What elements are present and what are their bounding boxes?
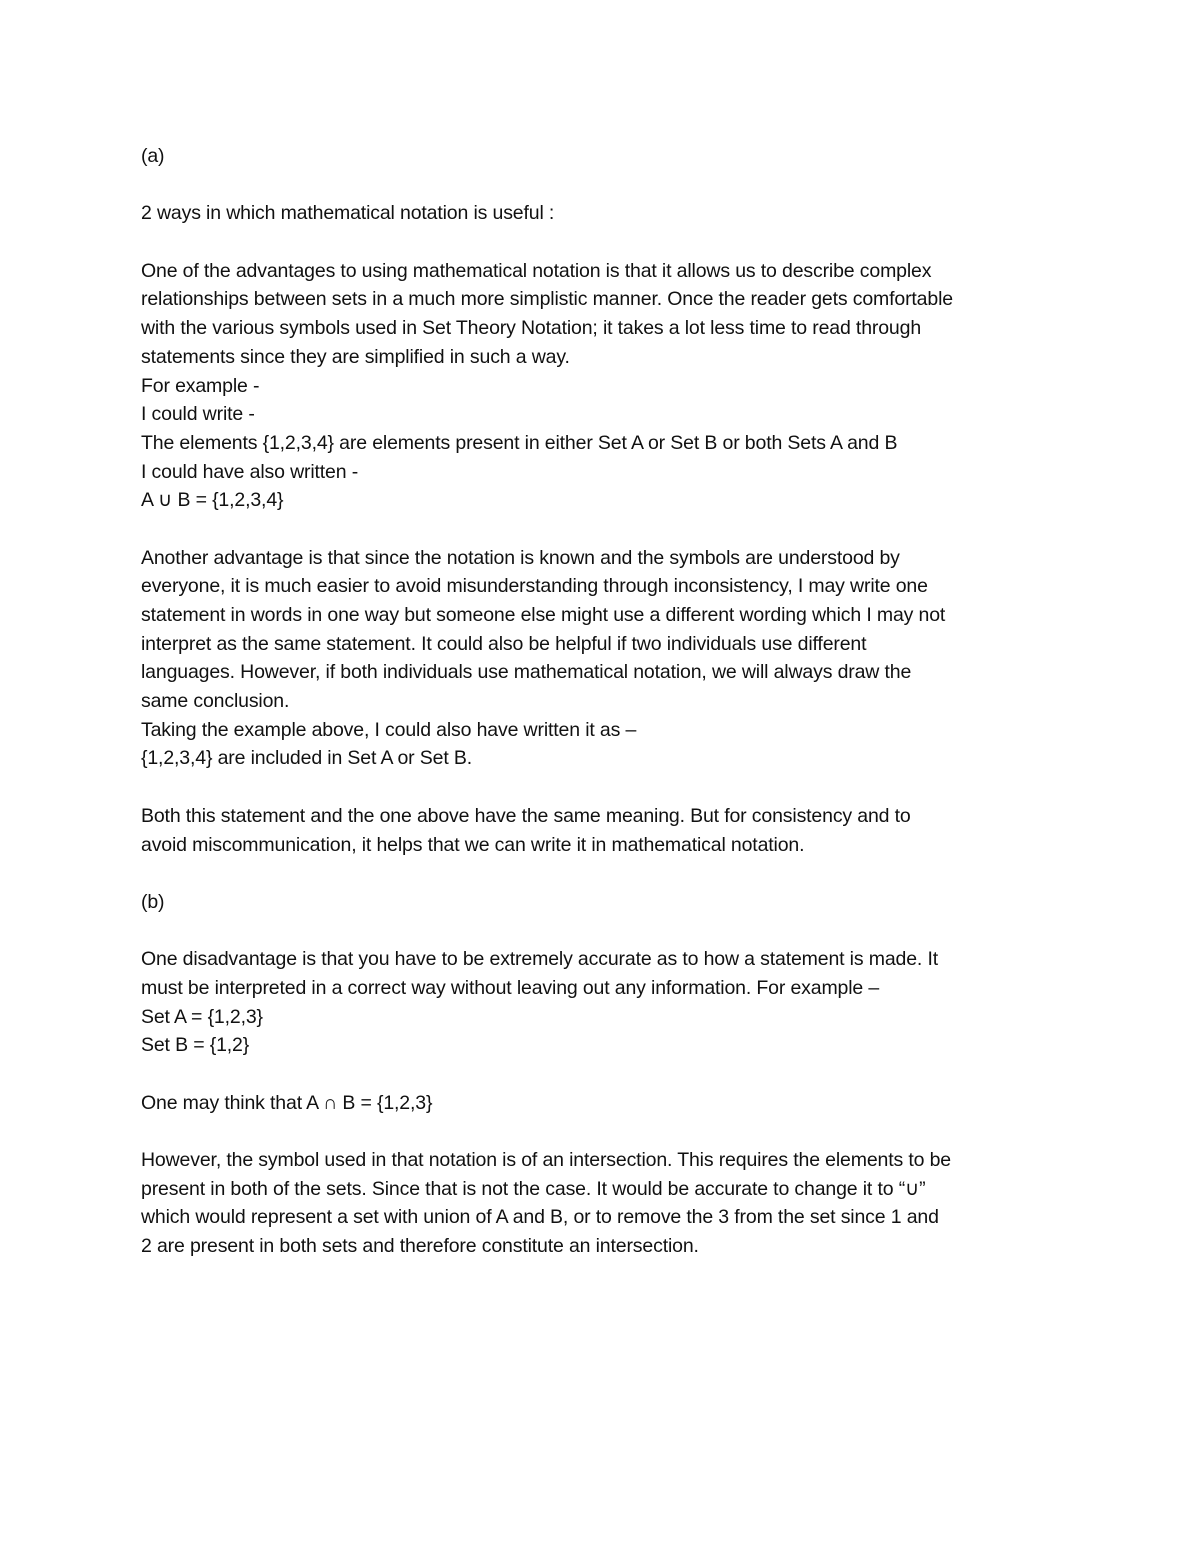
text-line: interpret as the same statement. It could also be helpful if two individuals use different (141, 632, 867, 655)
part-a-paragraph-3 (141, 802, 1071, 859)
text-line: everyone, it is much easier to avoid misunderstanding through inconsistency, I may write one (141, 575, 928, 598)
text-line: Set A = {1,2,3} (141, 1005, 263, 1028)
text-line: same conclusion. (141, 690, 290, 713)
text-line: One may think that A ∩ B = {1,2,3} (141, 1091, 433, 1114)
spacer (141, 859, 1071, 888)
spacer (141, 917, 1071, 946)
text-line: {1,2,3,4} are included in Set A or Set B. (141, 747, 473, 770)
text-line: Taking the example above, I could also have written it as – (141, 718, 637, 741)
text-line: must be interpreted in a correct way without leaving out any information. For example – (141, 976, 880, 999)
text-line: statement in words in one way but someone else might use a different wording which I may not (141, 604, 946, 626)
document-body (141, 142, 1071, 1261)
text-line: present in both of the sets. Since that is not the case. It would be accurate to change it to “∪” (141, 1177, 926, 1200)
spacer (141, 1060, 1071, 1089)
part-a-paragraph-2 (141, 544, 1071, 774)
text-line: relationships between sets in a much more simplistic manner. Once the reader gets comfortable (141, 288, 953, 311)
text-line: Another advantage is that since the notation is known and the symbols are understood by (141, 546, 900, 569)
spacer (141, 1117, 1071, 1146)
text-line: I could write - (141, 403, 255, 426)
text-line: Set B = {1,2} (141, 1034, 250, 1057)
part-b-label: (b) (141, 890, 165, 913)
text-line: One disadvantage is that you have to be extremely accurate as to how a statement is made. It (141, 948, 938, 971)
spacer (141, 171, 1071, 200)
text-line: languages. However, if both individuals use mathematical notation, we will always draw the (141, 661, 912, 684)
part-a-paragraph-1 (141, 257, 1071, 515)
text-line: which would represent a set with union of A and B, or to remove the 3 from the set since 1 and (141, 1206, 939, 1229)
part-b-paragraph-1 (141, 945, 1071, 1060)
part-b-paragraph-3 (141, 1146, 1071, 1261)
text-line: statements since they are simplified in such a way. (141, 345, 570, 368)
text-line: However, the symbol used in that notation is of an intersection. This requires the elements to be (141, 1149, 951, 1172)
part-b-paragraph-2 (141, 1089, 1071, 1118)
text-line: with the various symbols used in Set Theory Notation; it takes a lot less time to read through (141, 317, 922, 340)
text-line: For example - (141, 374, 260, 397)
spacer (141, 515, 1071, 544)
text-line: A ∪ B = {1,2,3,4} (141, 489, 284, 512)
spacer (141, 773, 1071, 802)
text-line: 2 are present in both sets and therefore constitute an intersection. (141, 1235, 699, 1258)
spacer (141, 228, 1071, 257)
part-a-label: (a) (141, 145, 165, 167)
text-line: One of the advantages to using mathematical notation is that it allows us to describe complex (141, 259, 932, 282)
text-line: I could have also written - (141, 460, 359, 483)
text-line: avoid miscommunication, it helps that we can write it in mathematical notation. (141, 833, 805, 856)
part-a-heading: 2 ways in which mathematical notation is useful : (141, 202, 555, 225)
text-line: Both this statement and the one above have the same meaning. But for consistency and to (141, 804, 911, 827)
text-line: The elements {1,2,3,4} are elements present in either Set A or Set B or both Sets A and B (141, 431, 898, 454)
